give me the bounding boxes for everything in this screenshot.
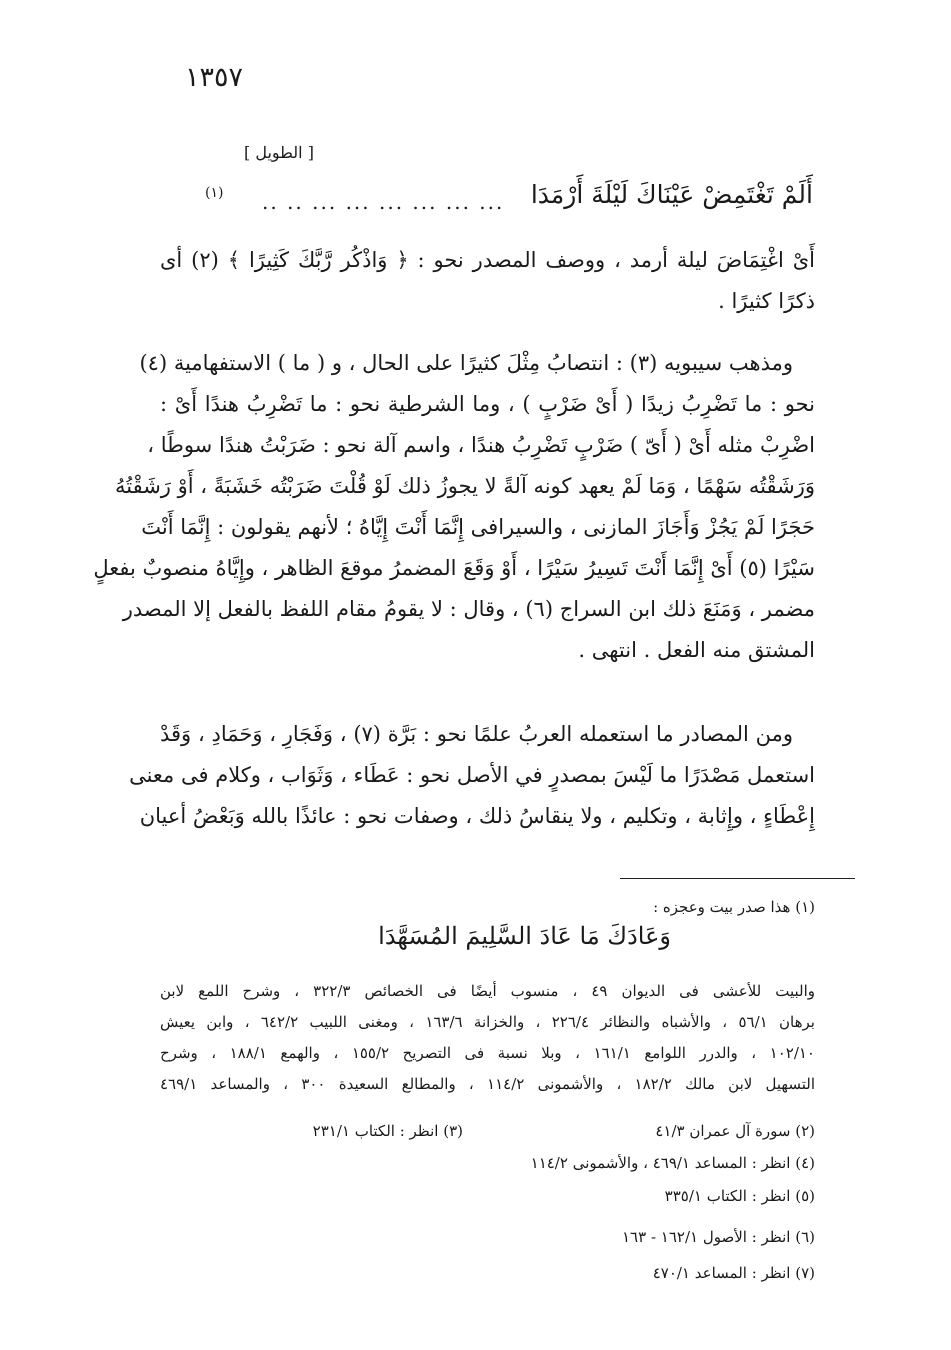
verse-first-hemistich: أَلَمْ تَغْتَمِضْ عَيْنَاكَ لَيْلَةَ أَرْمَدَا	[530, 180, 813, 209]
footnote-line: ١٠٢/١٠ ، والدرر اللوامع ١٦١/١ ، وبلا نسبة فى التصريح ١٥٥/٢ ، والهمع ١٨٨/١ ، وشرح	[160, 1044, 815, 1062]
footnote-5: (٥) انظر : الكتاب ٣٣٥/١	[664, 1187, 815, 1205]
footnote-line: والبيت للأعشى فى الديوان ٤٩ ، منسوب أيضًا فى الخصائص ٣٢٢/٣ ، وشرح اللمع لابن	[160, 982, 815, 1000]
footnote-4: (٤) انظر : المساعد ٤٦٩/١ ، والأشمونى ١١٤/٢	[530, 1154, 815, 1172]
footnote-1-citations	[160, 976, 815, 1100]
verse-ellipsis: .. .. ... ... ... ... ... ...	[262, 190, 505, 214]
footnote-1-verse: وَعَادَكَ مَا عَادَ السَّلِيمَ المُسَهَّدَا	[378, 922, 671, 950]
body-line: أَىْ اغْتِمَاضَ ليلة أرمد ، ووصف المصدر نحو : ﴿ وَاذْكُر رَّبَّكَ كَثِيرًا ﴾ (٢) أى	[160, 248, 815, 272]
page-number: ١٣٥٧	[185, 62, 244, 93]
footnote-1-intro: (١) هذا صدر بيت وعجزه :	[653, 898, 815, 916]
body-line: إِعْطَاءٍ ، وإِثابة ، وتكليم ، ولا ينقاسُ ذلك ، وصفات نحو : عائذًا بالله وَبَعْضُ أعيان	[139, 804, 815, 828]
footnote-line: برهان ٥٦/١ ، والأشباه والنظائر ٢٢٦/٤ ، والخزانة ١٦٣/٦ ، ومغنى اللبيب ٦٤٢/٢ ، وابن يعيش	[160, 1013, 815, 1031]
footnote-3: (٣) انظر : الكتاب ٢٣١/١	[312, 1122, 463, 1140]
meter-label: [ الطويل ]	[244, 143, 314, 162]
body-line: المشتق منه الفعل . انتهى .	[578, 638, 815, 662]
body-line: مضمر ، وَمَنَعَ ذلك ابن السراج (٦) ، وقال : لا يقومُ مقام اللفظ بالفعل إلا المصدر	[122, 597, 815, 621]
body-line: ومذهب سيبويه (٣) : انتصابُ مِثْلَ كثيرًا على الحال ، و ( ما ) الاستفهامية (٤)	[139, 351, 793, 375]
body-line: ذكرًا كثيرًا .	[718, 289, 815, 313]
body-paragraph-1	[160, 240, 815, 322]
footnote-6: (٦) انظر : الأصول ١٦٢/١ - ١٦٣	[622, 1228, 815, 1246]
body-paragraph-3	[129, 714, 815, 837]
body-line: سَيْرًا (٥) أَىْ إِنَّمَا أَنْتَ تَسِيرُ سَيْرًا ، أَوْ وَقَعَ المضمرُ موقعَ الظاهر ، وإِيَّاهُ منصوبٌ بفعلٍ	[93, 556, 815, 580]
footnote-separator	[620, 878, 855, 879]
body-line: ومن المصادر ما استعمله العربُ علمًا نحو : بَرَّة (٧) ، وَفَجَارِ ، وَحَمَادِ ، وَقَدْ	[160, 722, 793, 746]
body-line: استعمل مَصْدَرًا ما لَيْسَ بمصدرٍ في الأصل نحو : عَطَاء ، وَثَوَاب ، وكلام فى معنى	[129, 763, 815, 787]
body-line: وَرَشَقْتُه سَهْمًا ، وَمَا لَمْ يعهد كونه آلةً لا يجوزُ ذلك لَوْ قُلْتَ ضَرَبْتُه خَشَبَةً ، أَوْ رَشَقْتُهُ	[114, 474, 815, 498]
body-paragraph-2	[93, 343, 815, 671]
footnote-2: (٢) سورة آل عمران ٤١/٣	[655, 1122, 815, 1140]
verse-footnote-mark: (١)	[205, 185, 224, 201]
body-line: حَجَرًا لَمْ يَجُزْ وَأَجَازَ المازنى ، والسيرافى إِنَّمَا أَنْتَ إِيَّاهُ ؛ لأنهم يقولون : إِنَّمَا أَنْتَ	[141, 515, 815, 539]
body-line: نحو : ما تَضْرِبُ زيدًا ( أَىْ ضَرْبٍ ) ، وما الشرطية نحو : ما تَضْرِبُ هندًا أَىْ :	[160, 392, 815, 416]
body-line: اضْرِبْ مثله أَىْ ( أَىّ ) ضَرْبٍ تَضْرِبُ هندًا ، واسم آلة نحو : ضَرَبْتُ هندًا سوطًا ،	[147, 433, 815, 457]
footnote-7: (٧) انظر : المساعد ٤٧٠/١	[652, 1264, 815, 1282]
footnote-line: التسهيل لابن مالك ١٨٢/٢ ، والأشمونى ١١٤/٢ ، والمطالع السعيدة ٣٠٠ ، والمساعد ٤٦٩/١	[160, 1075, 815, 1093]
